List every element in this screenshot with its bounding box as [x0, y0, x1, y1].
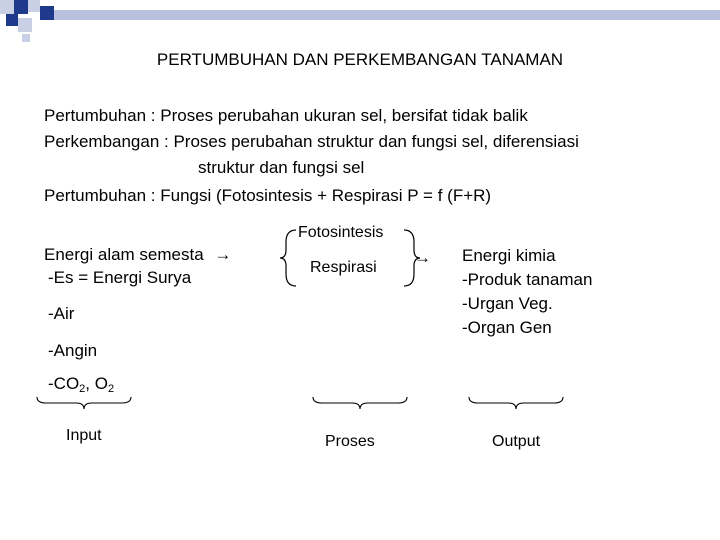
input-gases	[48, 374, 114, 395]
deco-square	[22, 34, 30, 42]
output-veg: -Urgan Veg.	[462, 294, 553, 313]
gas-o-text: , O	[85, 374, 108, 393]
header-band	[50, 10, 720, 20]
input-energy-text: Energi alam semesta	[44, 245, 204, 264]
output-chemical-energy: Energi kimia	[462, 246, 556, 265]
gas-co-subscript: 2	[79, 383, 86, 395]
output-underbrace-icon	[468, 396, 564, 412]
process-label: Proses	[325, 433, 375, 450]
right-brace-icon	[402, 228, 422, 288]
output-label: Output	[492, 433, 541, 450]
input-sun: -Es = Energi Surya	[48, 268, 192, 287]
page-title: PERTUMBUHAN DAN PERKEMBANGAN TANAMAN	[156, 50, 564, 69]
deco-square	[28, 0, 40, 12]
deco-square	[6, 14, 18, 26]
definition-development: Perkembangan : Proses perubahan struktur dan fungsi sel, diferensiasi	[44, 132, 579, 151]
process-respiration: Respirasi	[310, 259, 377, 276]
process-photosynthesis: Fotosintesis	[298, 224, 384, 241]
deco-square	[18, 18, 32, 32]
definition-growth: Pertumbuhan : Proses perubahan ukuran sel, bersifat tidak balik	[44, 106, 528, 125]
input-energy	[44, 245, 231, 265]
input-label: Input	[66, 427, 102, 444]
left-brace-icon	[278, 228, 298, 288]
input-water: -Air	[48, 304, 75, 323]
definition-growth-function: Pertumbuhan : Fungsi (Fotosintesis + Respirasi P = f (F+R)	[44, 186, 492, 205]
definition-development-cont: struktur dan fungsi sel	[198, 158, 365, 177]
input-wind: -Angin	[48, 341, 98, 360]
gas-o-subscript: 2	[107, 383, 115, 395]
process-underbrace-icon	[312, 396, 408, 412]
deco-square	[40, 6, 54, 20]
arrow-right-icon: →	[414, 248, 431, 267]
output-gen: -Organ Gen	[462, 318, 552, 337]
gas-co-text: -CO	[48, 374, 80, 393]
deco-square	[0, 0, 14, 14]
deco-square	[14, 0, 28, 14]
output-product: -Produk tanaman	[462, 270, 593, 289]
input-underbrace-icon	[36, 396, 132, 412]
arrow-right-icon: →	[214, 245, 232, 264]
